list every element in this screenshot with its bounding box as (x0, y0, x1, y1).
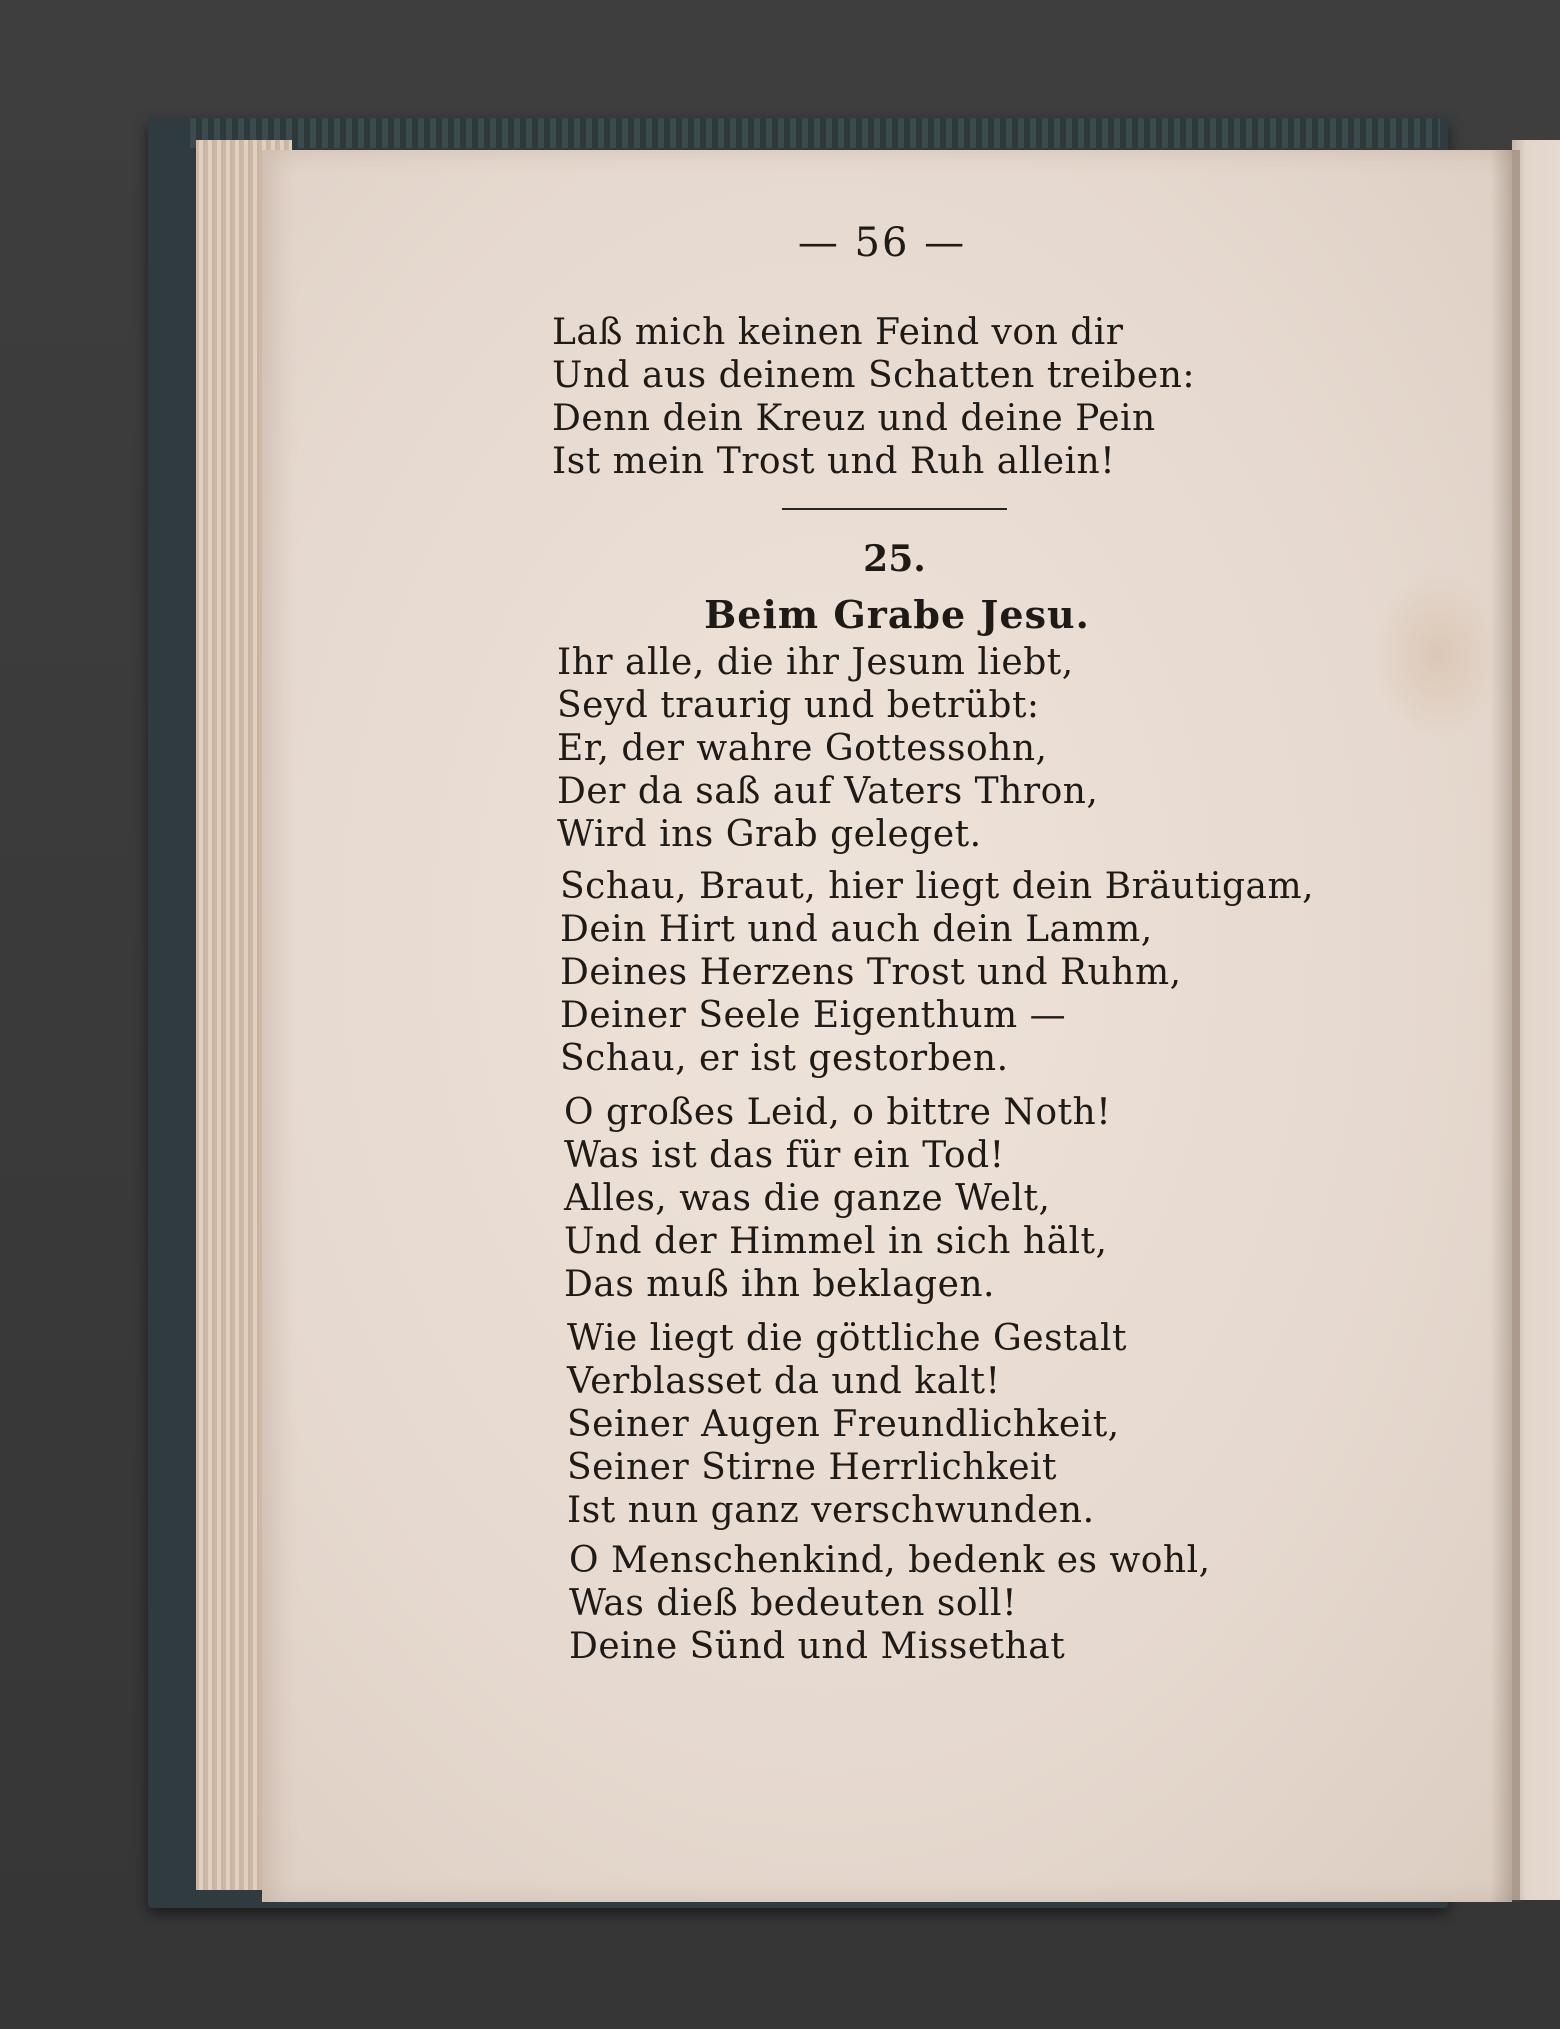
verse-line: Dein Hirt und auch dein Lamm, (560, 909, 1153, 950)
verse-line: Was ist das für ein Tod! (564, 1135, 1005, 1176)
verse-line: Deine Sünd und Missethat (569, 1626, 1066, 1667)
verse-line: Und der Himmel in sich hält, (564, 1221, 1108, 1262)
verse-line: Wie liegt die göttliche Gestalt (567, 1318, 1127, 1359)
section-divider (782, 508, 1007, 510)
verse-line: Deines Herzens Trost und Ruhm, (560, 952, 1182, 993)
book-page (262, 150, 1512, 1902)
hymn-title: Beim Grabe Jesu. (704, 592, 1090, 637)
verse-line: Was dieß bedeuten soll! (569, 1583, 1018, 1624)
verse-line: Das muß ihn beklagen. (564, 1264, 996, 1305)
page-text (262, 150, 1512, 1902)
hymn-number: 25. (863, 538, 926, 580)
verse-line: Schau, Braut, hier liegt dein Bräutigam, (560, 866, 1315, 907)
verse-line: Ihr alle, die ihr Jesum liebt, (557, 642, 1074, 683)
spine-shadow (1490, 150, 1520, 1902)
verse-line: Seiner Stirne Herrlichkeit (567, 1447, 1057, 1488)
page-number: — 56 — (797, 220, 967, 266)
verse-line: Seiner Augen Freundlichkeit, (567, 1404, 1120, 1445)
verse-line: Seyd traurig und betrübt: (557, 685, 1040, 726)
verse-line: Er, der wahre Gottessohn, (557, 728, 1048, 769)
verse-line: Laß mich keinen Feind von dir (552, 312, 1124, 353)
verse-line: Und aus deinem Schatten treiben: (552, 355, 1196, 396)
verse-line: Der da saß auf Vaters Thron, (557, 771, 1099, 812)
verse-line: O Menschenkind, bedenk es wohl, (569, 1540, 1211, 1581)
verse-line: Alles, was die ganze Welt, (564, 1178, 1051, 1219)
verse-line: Ist nun ganz verschwunden. (567, 1490, 1095, 1531)
verse-line: Wird ins Grab geleget. (557, 814, 982, 855)
verse-line: Denn dein Kreuz und deine Pein (552, 398, 1156, 439)
verse-line: Verblasset da und kalt! (567, 1361, 1001, 1402)
verse-line: Schau, er ist gestorben. (560, 1038, 1009, 1079)
verse-line: O großes Leid, o bittre Noth! (564, 1092, 1112, 1133)
book-cover-edge (190, 118, 1440, 148)
verse-line: Deiner Seele Eigenthum — (560, 995, 1067, 1036)
verse-line: Ist mein Trost und Ruh allein! (552, 441, 1116, 482)
